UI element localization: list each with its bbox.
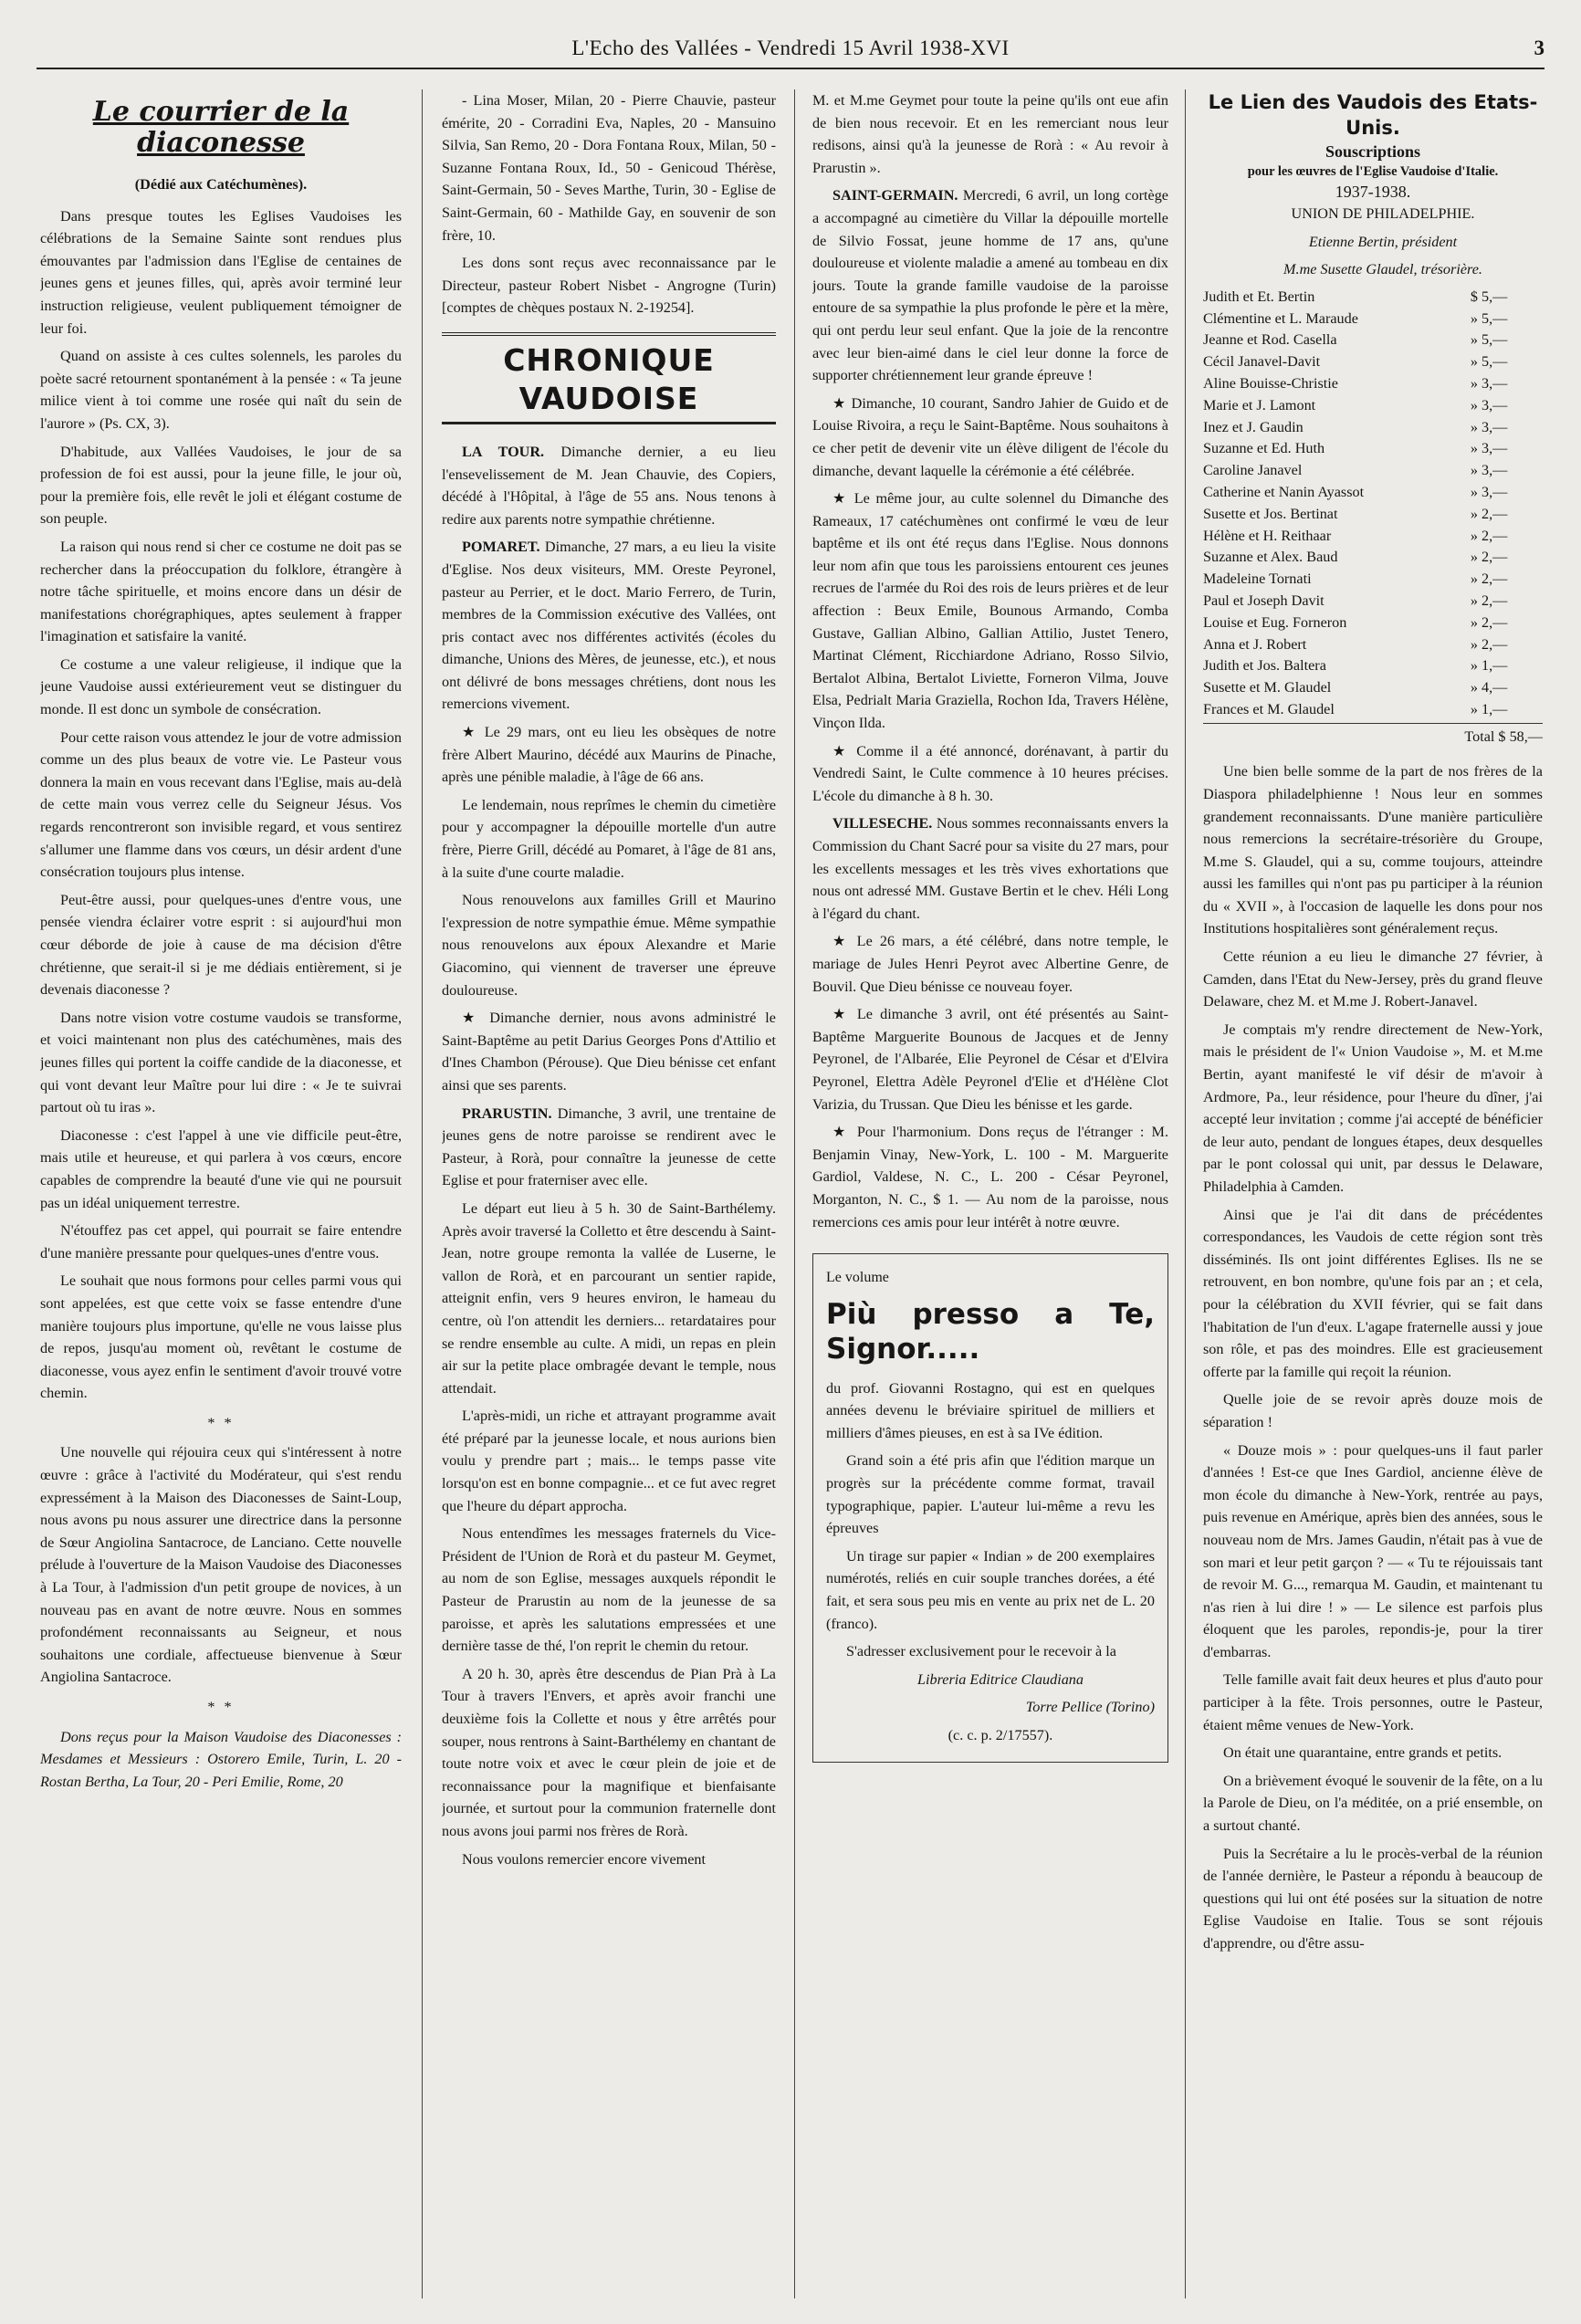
paragraph: Dans notre vision votre costume vaudois se transforme, et voici maintenant non plus des catéchumènes, mais des jeunes filles qui portent la coiffe candide de la diaconesse, et qui vont devant leur Maître pour lui dire : « Je te suivrai partout où tu iras ». xyxy=(40,1009,402,1116)
subscriber-name: Susette et Jos. Bertinat xyxy=(1203,505,1338,522)
subscriptions-table xyxy=(1203,287,1543,721)
page-number: 3 xyxy=(1534,37,1544,59)
amount: 1,— xyxy=(1482,657,1508,675)
subscriber-name: Paul et Joseph Davit xyxy=(1203,591,1324,609)
currency-mark: » xyxy=(1470,331,1479,349)
subscription-row xyxy=(1203,395,1543,417)
postal-account: (c. c. p. 2/17557). xyxy=(948,1727,1053,1743)
amount: 2,— xyxy=(1482,635,1508,653)
place-name: PRARUSTIN. xyxy=(462,1104,552,1122)
paragraph: ★ Le 29 mars, ont eu lieu les obsèques de notre frère Albert Maurino, décédé aux Maurins de Pinache, après une pénible maladie, à l'âge de 66 ans. xyxy=(442,724,776,786)
subscriber-name: Anna et J. Robert xyxy=(1203,635,1307,653)
subscription-row xyxy=(1203,287,1543,309)
news-item: PRARUSTIN. Dimanche, 3 avril, une trentaine de jeunes gens de notre paroisse se rendirent avec le Pasteur, à Rorà, pour connaître la jeunesse de cette Eglise et pour fraterniser avec elle. xyxy=(442,1104,776,1189)
currency-mark: » xyxy=(1470,679,1479,696)
section-title-chronique: CHRONIQUE VAUDOISE xyxy=(442,332,776,424)
amount: 2,— xyxy=(1482,549,1508,566)
currency-mark: » xyxy=(1470,591,1479,609)
paragraph: Le souhait que nous formons pour celles parmi vous qui sont appelées, est que cette voix se fasse entendre d'une manière toujours plus importune, qu'elle ne vous laisse plus de repos, jusqu'au moment où, revêtant le costume de diaconesse, vous ayez enfin le sentiment d'avoir trouvé votre chemin. xyxy=(40,1272,402,1402)
column-chronique-cont xyxy=(812,89,1168,2298)
paragraph: Je comptais m'y rendre directement de New-York, mais le président de l'« Union Vaudoise », M. et M.me Bertin, ayant manifesté le vif désir de m'avoir à Ardmore, Pa., leur résidence, pour l'heure du dîner, j'ai accepté leur invitation ; comme j'ai accepté de bénéficier de leur auto, pendant de longues étapes, deux desquelles par le pont colossal qui unit, par dessus le Delaware, Philadelphia à Camden. xyxy=(1203,1021,1543,1195)
paragraph: Puis la Secrétaire a lu le procès-verbal de la réunion de l'année dernière, le Pasteur a répondu à beaucoup de questions qui lui ont été posées sur la situation de notre Eglise Vaudoise en Italie. Tous se sont réjouis d'apprendre, ou d'être assu- xyxy=(1203,1845,1543,1952)
subscription-row xyxy=(1203,460,1543,482)
amount: 3,— xyxy=(1482,396,1508,414)
currency-mark: » xyxy=(1470,505,1479,522)
paragraph: - Lina Moser, Milan, 20 - Pierre Chauvie, pasteur émérite, 20 - Corradini Eva, Naples, 20 - Mansuino Silvia, San Remo, 20 - Dora Fontana Roux, Milan, 50 - Suzanne Fontana Roux, Id., 50 - Genicoud Thérèse, Saint-Germain, 50 - Seves Marthe, Turin, 30 - Eglise de Saint-Germain, 60 - Mathilde Gay, en souvenir de son frère, 10. xyxy=(442,92,776,244)
place-name: LA TOUR. xyxy=(462,443,545,460)
subscriber-name: Susette et M. Glaudel xyxy=(1203,679,1332,696)
subscriber-name: Clémentine et L. Maraude xyxy=(1203,309,1358,327)
column-rule xyxy=(1185,89,1186,2298)
paragraph: Pour cette raison vous attendez le jour de votre admission comme un des plus beaux de votre vie. Le Pasteur vous donnera la main en vous recevant dans l'Eglise, mais au-delà de cette main vous verrez celle du Seigneur Jésus. Vos regards rencontreront son invisible regard, et vous sentirez s'allumer une flamme dans vos cœurs, un désir ardent d'une consécration toujours plus intense. xyxy=(40,728,402,881)
column-rule xyxy=(422,89,423,2298)
currency-mark: » xyxy=(1470,353,1479,371)
paragraph: On a brièvement évoqué le souvenir de la fête, on a lu la Parole de Dieu, on l'a méditée, on a prié ensemble, on a surtout chanté. xyxy=(1203,1772,1543,1835)
news-item: LA TOUR. Dimanche dernier, a eu lieu l'ensevelissement de M. Jean Chauvie, des Copiers, décédé à l'Hôpital, à l'âge de 55 ans. Nous tenons à redire aux parents notre sympathie chrétienne. xyxy=(442,443,776,528)
amount: 3,— xyxy=(1482,374,1508,392)
amount: 2,— xyxy=(1482,505,1508,522)
paragraph: Nous voulons remercier encore vivement xyxy=(462,1850,706,1868)
column-diaconesse xyxy=(40,89,402,2298)
subscriber-name: Cécil Janavel-Davit xyxy=(1203,353,1321,371)
subscriber-name: Jeanne et Rod. Casella xyxy=(1203,331,1337,349)
paragraph: Quand on assiste à ces cultes solennels, les paroles du poète sacré retournent spontanément à la pensée : « Ta jeune milice vient à toi comme une rosée qui naît du sein de l'aurore » (Ps. CX, 3). xyxy=(40,348,402,432)
currency-mark: » xyxy=(1470,613,1479,631)
currency-mark: » xyxy=(1470,700,1479,717)
years: 1937-1938. xyxy=(1335,183,1411,201)
paragraph: Dans presque toutes les Eglises Vaudoises les célébrations de la Semaine Sainte sont rendues plus émouvantes par l'admission dans l'Eglise de centaines de jeunes gens et jeunes filles, qui, après avoir terminé leur instruction religieuse, veulent publiquement témoigner de leur foi. xyxy=(40,207,402,337)
place-name: VILLESECHE. xyxy=(832,815,933,832)
paragraph: La raison qui nous rend si cher ce costume ne doit pas se rechercher dans la préoccupation du folklore, étrangère à notre tâche spirituelle, et moins encore dans un désir de manifestations chorégraphiques, aptes seulement à frapper l'imagination et satisfaire la vanité. xyxy=(40,538,402,645)
subscription-row xyxy=(1203,351,1543,373)
article-title-diaconesse: Le courrier de la diaconesse xyxy=(92,96,350,159)
subscription-row xyxy=(1203,417,1543,439)
publisher-city: Torre Pellice (Torino) xyxy=(1025,1699,1155,1716)
paragraph: Ainsi que je l'ai dit dans de précédentes correspondances, les Vaudois de cette région sont très disséminés. Ils ont joint différentes Eglises. Ils ne se retrouvent, en bon nombre, qu'une fois par an ; et cela, pour la célébration du XVII février, qui se fait dans l'habitation de l'un d'eux. L'agape fraternelle aussi y joue son rôle, et pas des moindres. Elle est gracieusement offerte par la famille qui reçoit la réunion. xyxy=(1203,1206,1543,1380)
amount: 5,— xyxy=(1482,331,1508,349)
paragraph: Peut-être aussi, pour quelques-unes d'entre vous, une pensée viendra éclairer votre esprit : si aujourd'hui mon cœur déborde de joie à cause de ma décision d'être chrétienne, que serait-il si je me dédiais entièrement, si je devenais diaconesse ? xyxy=(40,891,402,999)
subscription-row xyxy=(1203,655,1543,677)
currency-mark: » xyxy=(1470,527,1479,544)
column-lien xyxy=(1203,89,1543,2298)
paragraph: Une nouvelle qui réjouira ceux qui s'intéressent à notre œuvre : grâce à l'activité du Modérateur, qui s'est rendu expressément à la Maison des Diaconesses de Saint-Loup, nous avons pu nous assurer une directrice dans la personne de Sœur Angiolina Santacroce, de Lanciano. Cette nouvelle prélude à l'ouverture de la Maison Vaudoise des Diaconesses à La Tour, à l'admission d'un petit groupe de novices, à un nouveau pas en avant de notre œuvre. Nous en sommes profondément reconnaissants au Seigneur, et nous souhaitons une cordiale, affectueuse bienvenue à Sœur Angiolina Santacroce. xyxy=(40,1444,402,1686)
subscriber-name: Caroline Janavel xyxy=(1203,462,1303,479)
paragraph: Nous entendîmes les messages fraternels du Vice-Président de l'Union de Rorà et du pasteur M. Geymet, au nom de son Eglise, messages auxquels répondit le Pasteur de Prarustin au nom de la jeunesse de sa paroisse, et après les salutations empressées et une dernière tasse de thé, l'on reprit le chemin du retour. xyxy=(442,1525,776,1655)
subscriber-name: Marie et J. Lamont xyxy=(1203,396,1316,414)
paragraph: D'habitude, aux Vallées Vaudoises, le jour de sa profession de foi est aussi, pour la jeune fille, le jour où, pour la première fois, elle revêt le joli et élégant costume de son peuple. xyxy=(40,443,402,528)
currency-mark: » xyxy=(1470,483,1479,500)
paragraph: Un tirage sur papier « Indian » de 200 exemplaires numérotés, reliés en cuir souple tranches dorées, a été fait, et sera sous peu mis en vente au prix net de L. 20 (franco). xyxy=(826,1547,1155,1632)
paragraph: Cette réunion a eu lieu le dimanche 27 février, à Camden, dans l'Etat du New-Jersey, près du grand fleuve Delaware, chez M. et M.me J. Robert-Janavel. xyxy=(1203,948,1543,1010)
subscription-row xyxy=(1203,547,1543,569)
paragraph: S'adresser exclusivement pour le recevoir à la xyxy=(846,1643,1116,1660)
subtitle: Souscriptions xyxy=(1324,142,1421,161)
column-rule xyxy=(794,89,795,2298)
paragraph: N'étouffez pas cet appel, qui pourrait se faire entendre d'une manière pressante pour quelques-unes d'entre vous. xyxy=(40,1222,402,1261)
subscriber-name: Madeleine Tornati xyxy=(1203,571,1312,588)
masthead-title: L'Echo des Vallées - Vendredi 15 Avril 1938-XVI xyxy=(571,37,1010,59)
publisher-name: Libreria Editrice Claudiana xyxy=(917,1670,1084,1688)
news-item: SAINT-GERMAIN. Mercredi, 6 avril, un long cortège a accompagné au cimetière du Villar la dépouille mortelle de Silvio Fossat, jeune homme de 17 ans, qu'une douloureuse et violente maladie a amené au tombeau en dix jours. Toute la grande famille vaudoise de la paroisse entoure de sa sympathie la plus profonde le père et la mère, qui ont perdu leur seul enfant. Que la joie de la rencontre avec leur bien-aimé dans le ciel leur donne la force de supporter chrétiennement leur grande épreuve ! xyxy=(812,187,1168,384)
paragraph: Le départ eut lieu à 5 h. 30 de Saint-Barthélemy. Après avoir traversé la Colletto et être descendu à Saint-Jean, notre groupe remonta la vallée de Luserne, le vallon de Rorà, et en parcourant un sentier rapide, atteignit enfin, vers 9 heures environ, le hameau du centre, où l'on attendit les derniers... retardataires pour se rendre ensemble au culte. A midi, un repas en plein air sur la petite place ombragée devant le temple, nous attendait. xyxy=(442,1199,776,1397)
paragraph: A 20 h. 30, après être descendus de Pian Prà à La Tour à travers l'Envers, et après avoir franchi une deuxième fois la Collette et nous y être arrêtés pour souper, nous rentrons à Saint-Barthélemy en chantant de toute notre voix et avec le cœur plein de joie et de reconnaissance pour la magnifique et bienfaisante journée, et surtout pour la communion fraternelle dont nous avons joui parmi nos frères de Rorà. xyxy=(442,1665,776,1839)
subscription-row xyxy=(1203,309,1543,330)
amount: 3,— xyxy=(1482,462,1508,479)
news-item: POMARET. Dimanche, 27 mars, a eu lieu la visite d'Eglise. Nos deux visiteurs, MM. Oreste Peyronel, pasteur au Perrier, et le doct. Mario Ferrero, de Turin, membres de la Commission exécutive des Vallées, ont pris contact avec nos différentes activités (écoles du dimanche, Unions des Mères, de jeunesse, etc.), et nous ont délivré de bons messages chrétiens, dont nous les remercions vivement. xyxy=(442,539,776,713)
subscription-row xyxy=(1203,612,1543,634)
subscription-row xyxy=(1203,699,1543,721)
place-name: POMARET. xyxy=(462,539,540,556)
ad-label: Le volume xyxy=(826,1270,889,1286)
currency-mark: » xyxy=(1470,549,1479,566)
paragraph: M. et M.me Geymet pour toute la peine qu'ils ont eue afin de bien nous recevoir. Et en les remerciant nous leur redisons, ainsi qu'à la jeunesse de Rorà : « Au revoir à Prarustin ». xyxy=(812,92,1168,176)
amount: 3,— xyxy=(1482,440,1508,457)
subscription-row xyxy=(1203,634,1543,656)
currency-mark: $ xyxy=(1470,288,1479,305)
subscription-row xyxy=(1203,373,1543,395)
subscriber-name: Suzanne et Ed. Huth xyxy=(1203,440,1325,457)
amount: 1,— xyxy=(1482,700,1508,717)
paragraph: Quelle joie de se revoir après douze mois de séparation ! xyxy=(1203,1391,1543,1430)
dedication: (Dédié aux Catéchumènes). xyxy=(134,176,308,193)
paragraph: ★ Le même jour, au culte solennel du Dimanche des Rameaux, 17 catéchumènes ont confirmé le vœu de leur baptême et ils ont été reçus dans l'Eglise. Nous donnons leur nom afin que tous les paroissiens entourent ces jeunes recrues de l'armée du Roi des rois de leurs prières et de leur affection : Beux Emile, Bounous Armando, Comba Gustave, Gallian Albino, Gallian Attilio, Justet Tenero, Martinat Clément, Ricchiardone Adriano, Rosso Silvio, Bertalot Albina, Bertalot Liviette, Forneron Vilma, Jouve Elsa, Pedrialt Maria Graziella, Rochon Ida, Travers Hélène, Vinçon Ilda. xyxy=(812,490,1168,732)
page-header xyxy=(37,37,1544,69)
subscriptions-total: Total $ 58,— xyxy=(1203,723,1543,748)
currency-mark: » xyxy=(1470,309,1479,327)
currency-mark: » xyxy=(1470,571,1479,588)
union-name: UNION DE PHILADELPHIE. xyxy=(1291,205,1475,222)
paragraph: ★ Le dimanche 3 avril, ont été présentés au Saint-Baptême Marguerite Bounous de Jacques et de Jenny Peyronel, de l'Albarée, Elie Peyronel de César et d'Elvira Peyronel, Elettra Adèle Peyronel d'Elie et d'Hélène Clot Varizia, du Trussan. Que Dieu les bénisse et les garde. xyxy=(812,1006,1168,1113)
donations-paragraph: Dons reçus pour la Maison Vaudoise des Diaconesses : Mesdames et Messieurs : Ostorero Emile, Turin, L. 20 - Rostan Bertha, La Tour, 20 - Peri Emilie, Rome, 20 xyxy=(40,1728,402,1790)
paragraph: Les dons sont reçus avec reconnaissance par le Directeur, pasteur Robert Nisbet - Angrogne (Turin) [comptes de chèques postaux N. 2-19254]. xyxy=(442,255,776,317)
amount: 2,— xyxy=(1482,571,1508,588)
currency-mark: » xyxy=(1470,396,1479,414)
subscriber-name: Louise et Eug. Forneron xyxy=(1203,613,1347,631)
currency-mark: » xyxy=(1470,657,1479,675)
subscriber-name: Frances et M. Glaudel xyxy=(1203,700,1335,717)
subscription-row xyxy=(1203,591,1543,612)
paragraph: du prof. Giovanni Rostagno, qui est en quelques années devenu le bréviaire spirituel de milliers et milliers d'âmes pieuses, en est à sa IVe édition. xyxy=(826,1379,1155,1441)
amount: 2,— xyxy=(1482,613,1508,631)
section-separator: * * xyxy=(207,1414,235,1431)
paragraph: « Douze mois » : pour quelques-uns il faut parler d'années ! Est-ce que Ines Gardiol, ancienne élève de mon école du dimanche à New-York, rentrée au pays, puis revenue en Amérique, après bien des années, sous le nouveau nom de Mrs. James Gaudin, n'était pas à vue de son mari et leur petit garçon ? — « Tu te réjouissais tant de revoir M. G..., remarqua M. Gaudin, et maintenant tu n'as rien à lui dire ! » — Le silence est parfois plus éloquent que les paroles, repondis-je, pour la tirer d'embarras. xyxy=(1203,1441,1543,1660)
paragraph: L'après-midi, un riche et attrayant programme avait été préparé par la jeunesse locale, et nous aurions bien voulu y prendre part ; mais... le temps passe vite lorsqu'on est en bonne compagnie... et ce fut avec regret que l'heure du départ approcha. xyxy=(442,1408,776,1514)
subscription-row xyxy=(1203,526,1543,548)
paragraph: On était une quarantaine, entre grands et petits. xyxy=(1223,1744,1502,1762)
subscriber-name: Aline Bouisse-Christie xyxy=(1203,374,1338,392)
paragraph: Diaconesse : c'est l'appel à une vie difficile peut-être, mais utile et heureuse, et qui parlera à vos cœurs, encore capables de comprendre la beauté d'une vie qui ne poursuit pas un idéal uniquement terrestre. xyxy=(40,1126,402,1211)
amount: 5,— xyxy=(1482,288,1508,305)
currency-mark: » xyxy=(1470,418,1479,435)
subscriber-name: Catherine et Nanin Ayassot xyxy=(1203,483,1365,500)
paragraph: Nous renouvelons aux familles Grill et Maurino l'expression de notre sympathie émue. Même sympathie nous renouvelons aux époux Alexandre et Marie Giacomino, qui viennent de traverser une épreuve douloureuse. xyxy=(442,892,776,999)
column-chronique xyxy=(442,89,776,2298)
subscriber-name: Judith et Jos. Baltera xyxy=(1203,657,1326,675)
amount: 5,— xyxy=(1482,353,1508,371)
amount: 2,— xyxy=(1482,591,1508,609)
paragraph: ★ Le 26 mars, a été célébré, dans notre temple, le mariage de Jules Henri Peyrot avec Albertine Genre, de Bouvil. Que Dieu bénisse ce nouveau foyer. xyxy=(812,933,1168,995)
paragraph: ★ Dimanche dernier, nous avons administré le Saint-Baptême au petit Darius Georges Pons d'Attilio et d'Ines Chambon (Pérouse). Que Dieu bénisse cet enfant ainsi que ses parents. xyxy=(442,1010,776,1094)
subscription-row xyxy=(1203,438,1543,460)
news-item: VILLESECHE. Nous sommes reconnaissants envers la Commission du Chant Sacré pour sa visite du 27 mars, pour les excellents messages et les très vives exhortations que nous ont adressé MM. Gustave Bertin et le chev. Héli Long à l'égard du chant. xyxy=(812,815,1168,922)
paragraph: Une bien belle somme de la part de nos frères de la Diaspora philadelphienne ! Nous leur en sommes grandement reconnaissants. D'une manière particulière nous remercions la secrétaire-trésorière du Groupe, M.me S. Glaudel, qui a su, comme toujours, atteindre aussi les familles qui n'ont pas pu participer à la réunion du « XVII », à l'occasion de laquelle les dons pour nos Institutions hospitalières sont généralement reçus. xyxy=(1203,763,1543,937)
currency-mark: » xyxy=(1470,462,1479,479)
paragraph: ★ Pour l'harmonium. Dons reçus de l'étranger : M. Benjamin Vinay, New-York, L. 100 - M. Marguerite Gardiol, Valdese, N. C., L. 200 - César Peyronel, Morganton, N. C., $ 1. — Au nom de la paroisse, nous remercions ces amis pour leur intérêt à notre œuvre. xyxy=(812,1124,1168,1230)
currency-mark: » xyxy=(1470,374,1479,392)
paragraph: ★ Comme il a été annoncé, dorénavant, à partir du Vendredi Saint, le Culte commence à 10 heures précises. L'école du dimanche à 8 h. 30. xyxy=(812,742,1168,804)
subscription-row xyxy=(1203,569,1543,591)
paragraph: Ce costume a une valeur religieuse, il indique que la jeune Vaudoise aussi extérieurement veut se distinguer du monde. Il est donc un symbole de consécration. xyxy=(40,655,402,718)
subscription-row xyxy=(1203,504,1543,526)
treasurer: M.me Susette Glaudel, trésorière. xyxy=(1283,261,1482,278)
amount: 2,— xyxy=(1482,527,1508,544)
paragraph: Grand soin a été pris afin que l'édition marque un progrès sur la précédente comme format, travail typographique, papier. L'auteur lui-même a revu les épreuves xyxy=(826,1452,1155,1537)
amount: 4,— xyxy=(1482,679,1508,696)
subtitle-small: pour les œuvres de l'Eglise Vaudoise d'Italie. xyxy=(1247,164,1499,179)
amount: 3,— xyxy=(1482,418,1508,435)
paragraph: ★ Dimanche, 10 courant, Sandro Jahier de Guido et de Louise Rivoira, a reçu le Saint-Baptême. Nous souhaitons à ce cher petit de devenir vite un élève diligent de l'école du dimanche, devant laquelle la cérémonie a été célébrée. xyxy=(812,394,1168,479)
amount: 3,— xyxy=(1482,483,1508,500)
subscription-row xyxy=(1203,482,1543,504)
subscription-row xyxy=(1203,677,1543,699)
subscription-row xyxy=(1203,330,1543,351)
paragraph: Le lendemain, nous reprîmes le chemin du cimetière pour y accompagner la dépouille mortelle d'un autre frère, Pierre Grill, décédé au Pomaret, à l'âge de 81 ans, à la suite d'une courte maladie. xyxy=(442,796,776,881)
subscriber-name: Inez et J. Gaudin xyxy=(1203,418,1304,435)
subscriber-name: Judith et Et. Bertin xyxy=(1203,288,1315,305)
president: Etienne Bertin, président xyxy=(1308,233,1458,250)
paragraph: Telle famille avait fait deux heures et plus d'auto pour participer à la fête. Trois personnes, outre le Pasteur, étaient même venues de New-York. xyxy=(1203,1671,1543,1733)
article-title-lien: Le Lien des Vaudois des Etats-Unis. xyxy=(1208,91,1538,139)
currency-mark: » xyxy=(1470,440,1479,457)
currency-mark: » xyxy=(1470,635,1479,653)
place-name: SAINT-GERMAIN. xyxy=(832,187,958,204)
section-separator: * * xyxy=(207,1699,235,1715)
book-title: Più presso a Te, Signor..... xyxy=(826,1297,1155,1366)
amount: 5,— xyxy=(1482,309,1508,327)
book-advertisement xyxy=(812,1253,1168,1763)
subscriber-name: Hélène et H. Reithaar xyxy=(1203,527,1332,544)
subscriber-name: Suzanne et Alex. Baud xyxy=(1203,549,1338,566)
